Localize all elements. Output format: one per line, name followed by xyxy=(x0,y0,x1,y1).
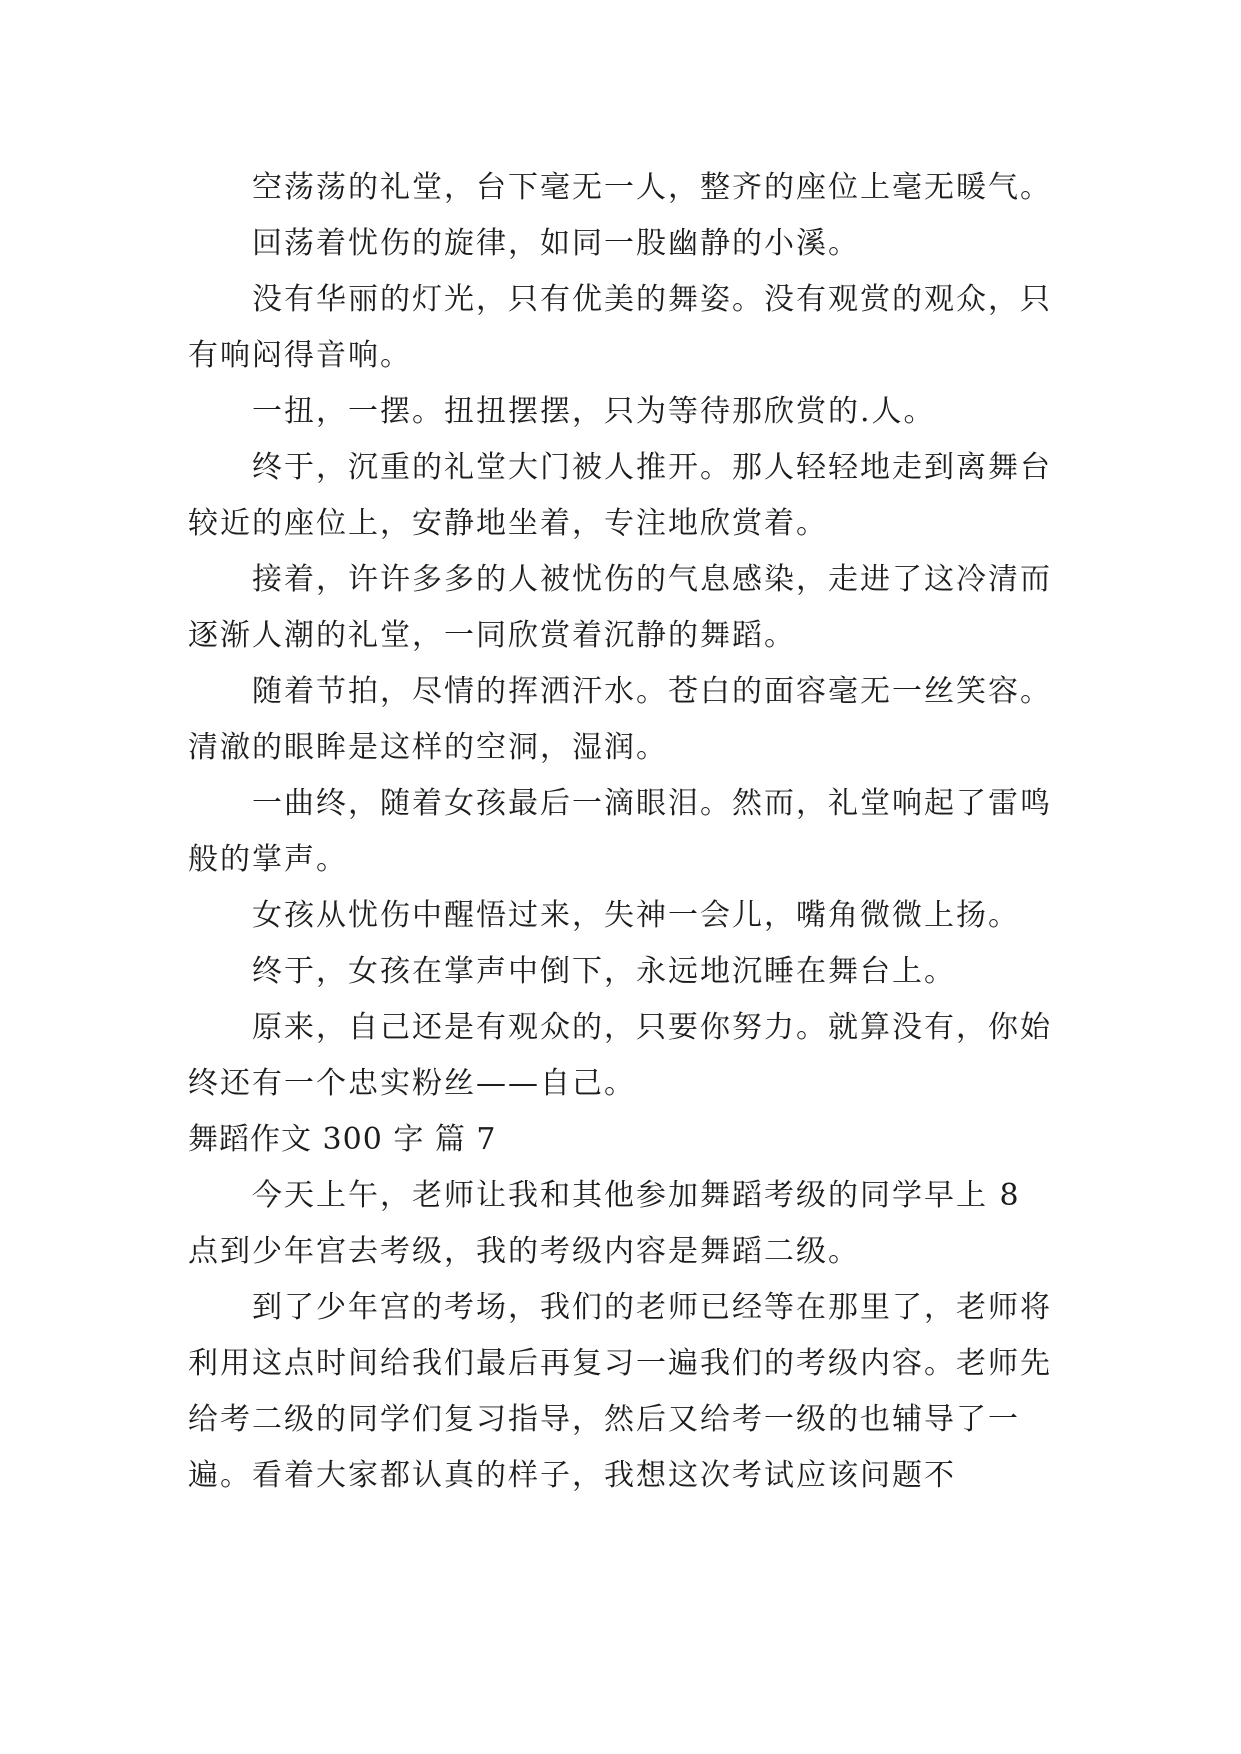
paragraph: 一扭，一摆。扭扭摆摆，只为等待那欣赏的.人。 xyxy=(252,394,936,429)
paragraph: 随着节拍，尽情的挥洒汗水。苍白的面容毫无一丝笑容。清澈的眼眸是这样的空洞，湿润。 xyxy=(188,674,1052,765)
paragraph: 终于，沉重的礼堂大门被人推开。那人轻轻地走到离舞台较近的座位上，安静地坐着，专注地欣赏着。 xyxy=(188,450,1052,541)
paragraph: 空荡荡的礼堂，台下毫无一人，整齐的座位上毫无暖气。 xyxy=(252,170,1052,205)
document-body xyxy=(188,160,1060,1504)
paragraph: 回荡着忧伤的旋律，如同一股幽静的小溪。 xyxy=(252,226,860,261)
paragraph: 一曲终，随着女孩最后一滴眼泪。然而，礼堂响起了雷鸣般的掌声。 xyxy=(188,786,1052,877)
paragraph: 今天上午，老师让我和其他参加舞蹈考级的同学早上 8 点到少年宫去考级，我的考级内容是舞蹈二级。 xyxy=(188,1178,1021,1269)
paragraph: 原来，自己还是有观众的，只要你努力。就算没有，你始终还有一个忠实粉丝——自己。 xyxy=(188,1010,1052,1101)
paragraph: 女孩从忧伤中醒悟过来，失神一会儿，嘴角微微上扬。 xyxy=(252,898,1020,933)
paragraph: 到了少年宫的考场，我们的老师已经等在那里了，老师将利用这点时间给我们最后再复习一遍我们的考级内容。老师先给考二级的同学们复习指导，然后又给考一级的也辅导了一遍。看着大家都认真的样子，我想这次考试应该问题不 xyxy=(188,1290,1052,1493)
section-heading: 舞蹈作文 300 字 篇 7 xyxy=(188,1122,497,1157)
paragraph: 没有华丽的灯光，只有优美的舞姿。没有观赏的观众，只有响闷得音响。 xyxy=(188,282,1052,373)
paragraph: 接着，许许多多的人被忧伤的气息感染，走进了这冷清而逐渐人潮的礼堂，一同欣赏着沉静的舞蹈。 xyxy=(188,562,1052,653)
paragraph: 终于，女孩在掌声中倒下，永远地沉睡在舞台上。 xyxy=(252,954,956,989)
